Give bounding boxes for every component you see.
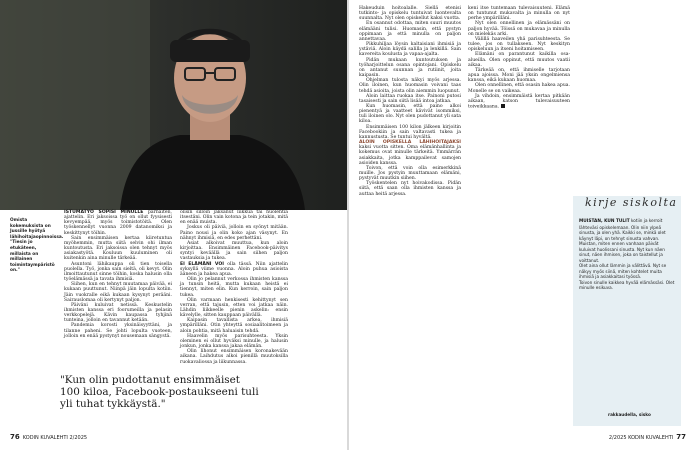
- column-3: [359, 6, 461, 197]
- paragraph: Hakeuduin hoitoalalle. Siellä etenisi tutkinto- ja opiskelu tuntuivat luontevalta suunnalta. Nyt olen opiskellut kaksi vuotta.: [359, 6, 461, 22]
- paragraph: Ja vihdoin, ensimmäistä kertaa pitkään aikaan, katson tulevaisuuteen toiveikkaana.: [468, 93, 570, 110]
- paragraph: olla tässä. Niin ajattelin syksyllä viime vuonna. Aloin puhua asioista ääneen ja hakea apua.: [180, 261, 288, 277]
- paragraph: Elämäni on parantunut kaikilla osa-alueilla. Olen oppinut, että muutos vaatii aikaa.: [468, 52, 570, 68]
- paragraph: kaksi vuotta sitten. Oma elämänhallinta ja kokemus ovat minulle tärkeitä. Ymmärrän asiakkaita, jotka kamppailevat samojen asioiden kanssa.: [359, 145, 461, 166]
- portrait-photo: [0, 0, 348, 210]
- paragraph: Aloin laittaa ruokaa itse. Painoni putosi tasaisesti ja sain siitä lisää intoa jatkaa.: [359, 93, 461, 104]
- paragraph: Asiat alkoivat muuttua, kun aloin kirjoittaa. Ensimmäinen Facebook-päivitys syntyi keväällä ja sain siihen paljon vastauksia ja tukea.: [180, 240, 288, 262]
- photo-caption: Omista kokemuksista on Jussille hyötyä lähihoitajaopinnoissa. "Tiesin jo etukäteen, millaista on millainen toimintaympäristö on.": [10, 218, 64, 274]
- sidebar-paragraph: Muistan, miten ennen vanhaan päivät kuluivat huolissani sinusta. Nyt kun näen sinut, näen ihmisen, joka on taistellut ja voittanut.: [579, 241, 665, 263]
- paragraph: Pikkuhiljaa löysin kaltaisiani ihmisiä ja ystäviä. Aloin käydä salilla ja lenkillä. Sain kavereita koulusta ja vapaa-ajalta.: [359, 42, 461, 58]
- paragraph: Välillä haaveilen yhä parisuhteesta. Se tulee, jos on tullakseen. Nyt keskityn opiskeluun ja itseni hoitamiseen.: [468, 36, 570, 53]
- column-1: [64, 210, 172, 339]
- end-mark: [501, 104, 505, 108]
- column-2: [180, 210, 288, 365]
- footer-left: [10, 433, 87, 441]
- page-number: 77: [676, 433, 686, 441]
- paragraph: Pidän mukaan kuntoutuksen ja työharjoittelun osana opintojani. Opiskelu on antanut suunnan ja rutiinit, joita kaipasin.: [359, 57, 461, 79]
- sidebar-paragraph: Toivon sinulle kaikkea hyvää elämässäsi. Olet minulle esikuva.: [579, 279, 675, 290]
- portrait-illustration: [0, 0, 348, 210]
- page-gutter: [347, 0, 349, 450]
- magazine-issue: KODIN KUVALEHTI 2/2025: [22, 435, 88, 441]
- sidebar-title: kirje siskolta: [585, 196, 678, 209]
- paragraph: Haavelin myös parisuhteesta. Yksin oleminen ei ollut hyväksi minulle, ja halusin jonkun, jonka kanssa jakaa elämän.: [180, 333, 288, 350]
- column-4: [468, 6, 570, 110]
- page-number: 76: [10, 433, 20, 441]
- sidebar-body: [579, 218, 675, 291]
- paragraph: Kun huomasin, että paino alkoi pienentyä ja vaatteet kävivät isommiksi, tuli iloinen olo. Nyt olen pudottanut yli sata kiloa.: [359, 103, 461, 125]
- paragraph: Pandemia korosti yksinäisyyttäni, ja tilanne paheni. Se johti lopulta vuoteen, jolloin en enää pystynyt nousemaan sängystä.: [64, 323, 172, 339]
- paragraph: Siihen, kun en tehnyt muutamaa päivää, ei kukaan puuttunut. Niinpä jäin lopulta kotiin. Jäin vuokralle eikä kukaan kysynyt perääni. Sairauslomaa oli kertynyt paljon.: [64, 282, 172, 303]
- paragraph: Toivon, että voin olla esimerkkinä muille. Jos pystyin muuttamaan elämäni, pystyvät muutkin siihen.: [359, 165, 461, 182]
- paragraph: Tärkeää on, että ihmiselle tarjotaan apua ajoissa. Moni jää yksin ongelmiensa kanssa, eikä kukaan huomaa.: [468, 67, 570, 84]
- paragraph: parhaiten, ajattelin. Eri jaksoissa työ on ollut fyysisesti kevyempää, myös toimistotöitä. Olen työskennellyt vuonna 2009 datanomiksi ja keskittynyt töihin.: [64, 210, 172, 236]
- paragraph: olisin silloin jaksanut liikkua tai huolehtia itsestäni. Olin vain kotona ja tein jotakin, mitä en enää muista.: [180, 210, 288, 226]
- paragraph: Työskentelen nyt hoivakodissa. Pidän siitä, että saan olla ihmisten kanssa ja auttaa heitä arjessa.: [359, 181, 461, 197]
- paragraph: Nyt olen onnellinen ja elämässäni on paljon hyvää. Töissä on mukavaa ja minulla on mielekäs arki.: [468, 21, 570, 37]
- paragraph: En osannut odottaa, miten suuri muutos elämääni tulisi. Huomasin, että pystyn oppimaan ja että minulla on paljon annettavaa.: [359, 21, 461, 42]
- section-lead: EI ELÄMÄNI VOI: [180, 261, 224, 267]
- paragraph: Kaipasin tavallista arkea, ihmisiä ympärilläni. Otin yhteyttä sosiaalitoimeen ja aloin pohtia, mitä haluaisin tehdä.: [180, 318, 288, 334]
- pull-quote: "Kun olin pudottanut ensimmäiset 100 kiloa, Facebook-postaukseeni tuli yli tuhat tykkäystä.": [60, 374, 259, 410]
- paragraph: Olen onnellinen, että osasin hakea apua. Monelle se on vaikeaa.: [468, 83, 570, 94]
- paragraph: Päiväni kuluivat netissä. Keskustelin ihmisten kanssa eri foorumeilla ja pelasin verkkopelejä. Kävin kaupassa tyhjinä tunteina, jolloin en tavannut ketään.: [64, 302, 172, 324]
- paragraph: Joskus oli päiviä, jolloin en syönyt mitään. Paino nousi ja olin koko ajan väsynyt. En nähnyt ihmisiä, en edes perhettäni.: [180, 225, 288, 241]
- sidebar-paragraph: kotiin ja kerroit lähteväsi opiskelemaan. Olin niin ylpeä sinusta, ja olen yhä. Kaikki se, minkä olet käynyt läpi, on tehnyt sinusta vahvan.: [579, 218, 666, 241]
- sidebar-signature: rakkaudella, sisko: [608, 412, 651, 417]
- paragraph: Olin varmaan henkisesti kehittynyt sen verran, että tajusin, etten voi jatkaa näin. Lähdin liikkeelle pienin askelin: ensin kävelylle, sitten kauppaan päivällä.: [180, 297, 288, 319]
- magazine-issue: 2/2025 KODIN KUVALEHTI: [608, 435, 674, 441]
- sidebar-paragraph: Olet aina ollut lämmin ja välittävä. Nyt se näkyy myös siinä, miten kohtelet muita ihmisiä ja asiakkaitasi työssä.: [579, 263, 667, 279]
- paragraph: Ensimmäisen 100 kilon jälkeen kirjoitin Facebookiin ja sain valtavasti tukea ja kannustusta. Se tuntui hyvältä.: [359, 124, 461, 140]
- paragraph: Olin jo pelannut verkossa ihmisten kanssa ja tunsin heitä, mutta kukaan heistä ei tiennyt, miten elin. Kun kerroin, sain paljon tukea.: [180, 277, 288, 298]
- footer-right: [609, 433, 686, 441]
- paragraph: Olin lihonut ensimmäisen koronakevään aikana. Laihdutus alkoi pienillä muutoksilla ruokavaliossa ja liikunnassa.: [180, 349, 288, 365]
- section-lead: ISTUMATYÖ SOPISI MINULLE: [64, 210, 144, 215]
- sidebar-lead: MUISTAN, KUN TULIT: [579, 219, 630, 224]
- section-lead: ALOIN OPISKELLA LÄHIHOITAJAKSI: [359, 140, 461, 146]
- paragraph: Sain ensimmäisen kertaa kiiretuntua myöhemmin, mutta siitä selvin ohi ilman kuntoutusta. Eri jaksoissa olen tehnyt myös asiakastyötä. Kouluun kuuluminen oli kuitenkin aina minulle tärkeää.: [64, 235, 172, 262]
- paragraph: keni itse tuntemaan tulevaisuuteni. Elämä on tuntunut mukavalta ja minulla on nyt perhe ympärilläni.: [468, 6, 570, 22]
- paragraph: Asuntoni lähikauppa oli tien toisella puolella. Työ, jonka sain sieltä, oli kevyt. Olin ilmoittautunut sinne töihin, koska halusin olla työelämässä ja tavata ihmisiä.: [64, 261, 172, 283]
- paragraph: Ohjelman tulosta näkyi myös arjessa. Olin iloinen, kun huomasin voivani taas tehdä asioita, joista olin aiemmin luopunut.: [359, 78, 461, 94]
